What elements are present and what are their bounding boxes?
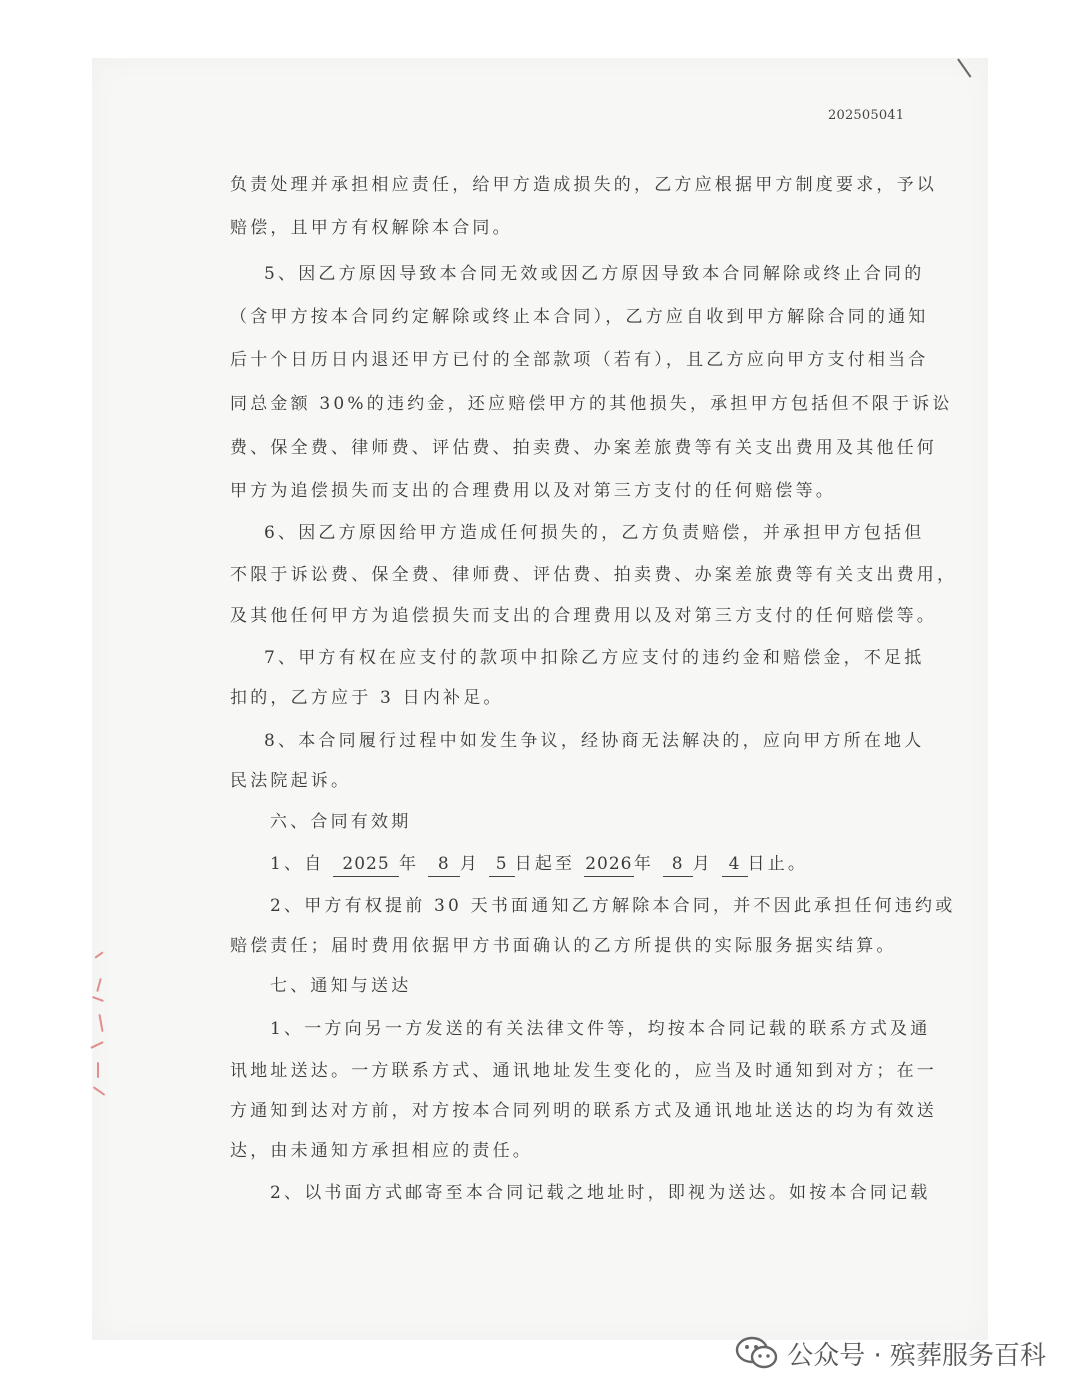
month-char: 月 (692, 854, 713, 874)
text-line: 2、以书面方式邮寄至本合同记载之地址时，即视为送达。如按本合同记载 (270, 1183, 931, 1203)
validity-period-line (270, 852, 808, 877)
text-line: 不限于诉讼费、保全费、律师费、评估费、拍卖费、办案差旅费等有关支出费用， (230, 565, 958, 585)
text-line: 2、甲方有权提前 30 天书面通知乙方解除本合同，并不因此承担任何违约或 (270, 896, 956, 916)
year-char: 年 (399, 854, 420, 874)
text-line: 赔偿，且甲方有权解除本合同。 (230, 218, 513, 238)
month-char: 月 (459, 854, 481, 874)
start-year-field: 2025 (333, 852, 399, 877)
text-line: 5、因乙方原因导致本合同无效或因乙方原因导致本合同解除或终止合同的 (264, 264, 925, 284)
end-year-field: 2026 (584, 852, 634, 877)
document-number: 202505041 (828, 108, 905, 123)
wechat-icon (735, 1335, 779, 1371)
text-line: 赔偿责任；届时费用依据甲方书面确认的乙方所提供的实际服务据实结算。 (230, 936, 897, 956)
seal-marks (88, 950, 114, 1110)
footer-watermark (735, 1333, 1046, 1373)
text-line: 8、本合同履行过程中如发生争议，经协商无法解决的，应向甲方所在地人 (264, 731, 925, 751)
text-line: 方通知到达对方前，对方按本合同列明的联系方式及通讯地址送达的均为有效送 (230, 1101, 937, 1121)
text-line: 甲方为追偿损失而支出的合理费用以及对第三方支付的任何赔偿等。 (230, 481, 836, 501)
end-month-field: 8 (663, 852, 693, 877)
text-line: 后十个日历日内退还甲方已付的全部款项（若有），且乙方应向甲方支付相当合 (230, 350, 929, 370)
text-line: 同总金额 30%的违约金，还应赔偿甲方的其他损失，承担甲方包括但不限于诉讼 (230, 394, 953, 414)
text-line: 讯地址送达。一方联系方式、通讯地址发生变化的，应当及时通知到对方；在一 (230, 1061, 937, 1081)
section-heading: 六、合同有效期 (270, 812, 412, 832)
year-char: 年 (633, 854, 655, 874)
text-line: 费、保全费、律师费、评估费、拍卖费、办案差旅费等有关支出费用及其他任何 (230, 438, 937, 458)
text-line: （含甲方按本合同约定解除或终止本合同），乙方应自收到甲方解除合同的通知 (230, 307, 929, 327)
text-line: 达，由未通知方承担相应的责任。 (230, 1141, 533, 1161)
document-page (92, 58, 988, 1340)
text-line: 1、一方向另一方发送的有关法律文件等，均按本合同记载的联系方式及通 (270, 1019, 931, 1039)
text-line: 6、因乙方原因给甲方造成任何损失的，乙方负责赔偿，并承担甲方包括但 (264, 523, 925, 543)
validity-prefix: 1、自 (270, 854, 325, 874)
end-suffix: 日止。 (747, 854, 809, 874)
end-day-field: 4 (722, 852, 748, 877)
start-day-field: 5 (489, 852, 515, 877)
text-line: 7、甲方有权在应支付的款项中扣除乙方应支付的违约金和赔偿金，不足抵 (264, 648, 925, 668)
day-to-text: 日起至 (514, 854, 576, 874)
section-heading: 七、通知与送达 (270, 976, 412, 996)
text-line: 扣的，乙方应于 3 日内补足。 (230, 688, 504, 708)
text-line: 负责处理并承担相应责任，给甲方造成损失的，乙方应根据甲方制度要求，予以 (230, 175, 937, 195)
footer-label: 公众号 · 殡葬服务百科 (787, 1340, 1046, 1371)
text-line: 及其他任何甲方为追偿损失而支出的合理费用以及对第三方支付的任何赔偿等。 (230, 606, 937, 626)
start-month-field: 8 (428, 852, 460, 877)
text-line: 民法院起诉。 (230, 771, 352, 791)
